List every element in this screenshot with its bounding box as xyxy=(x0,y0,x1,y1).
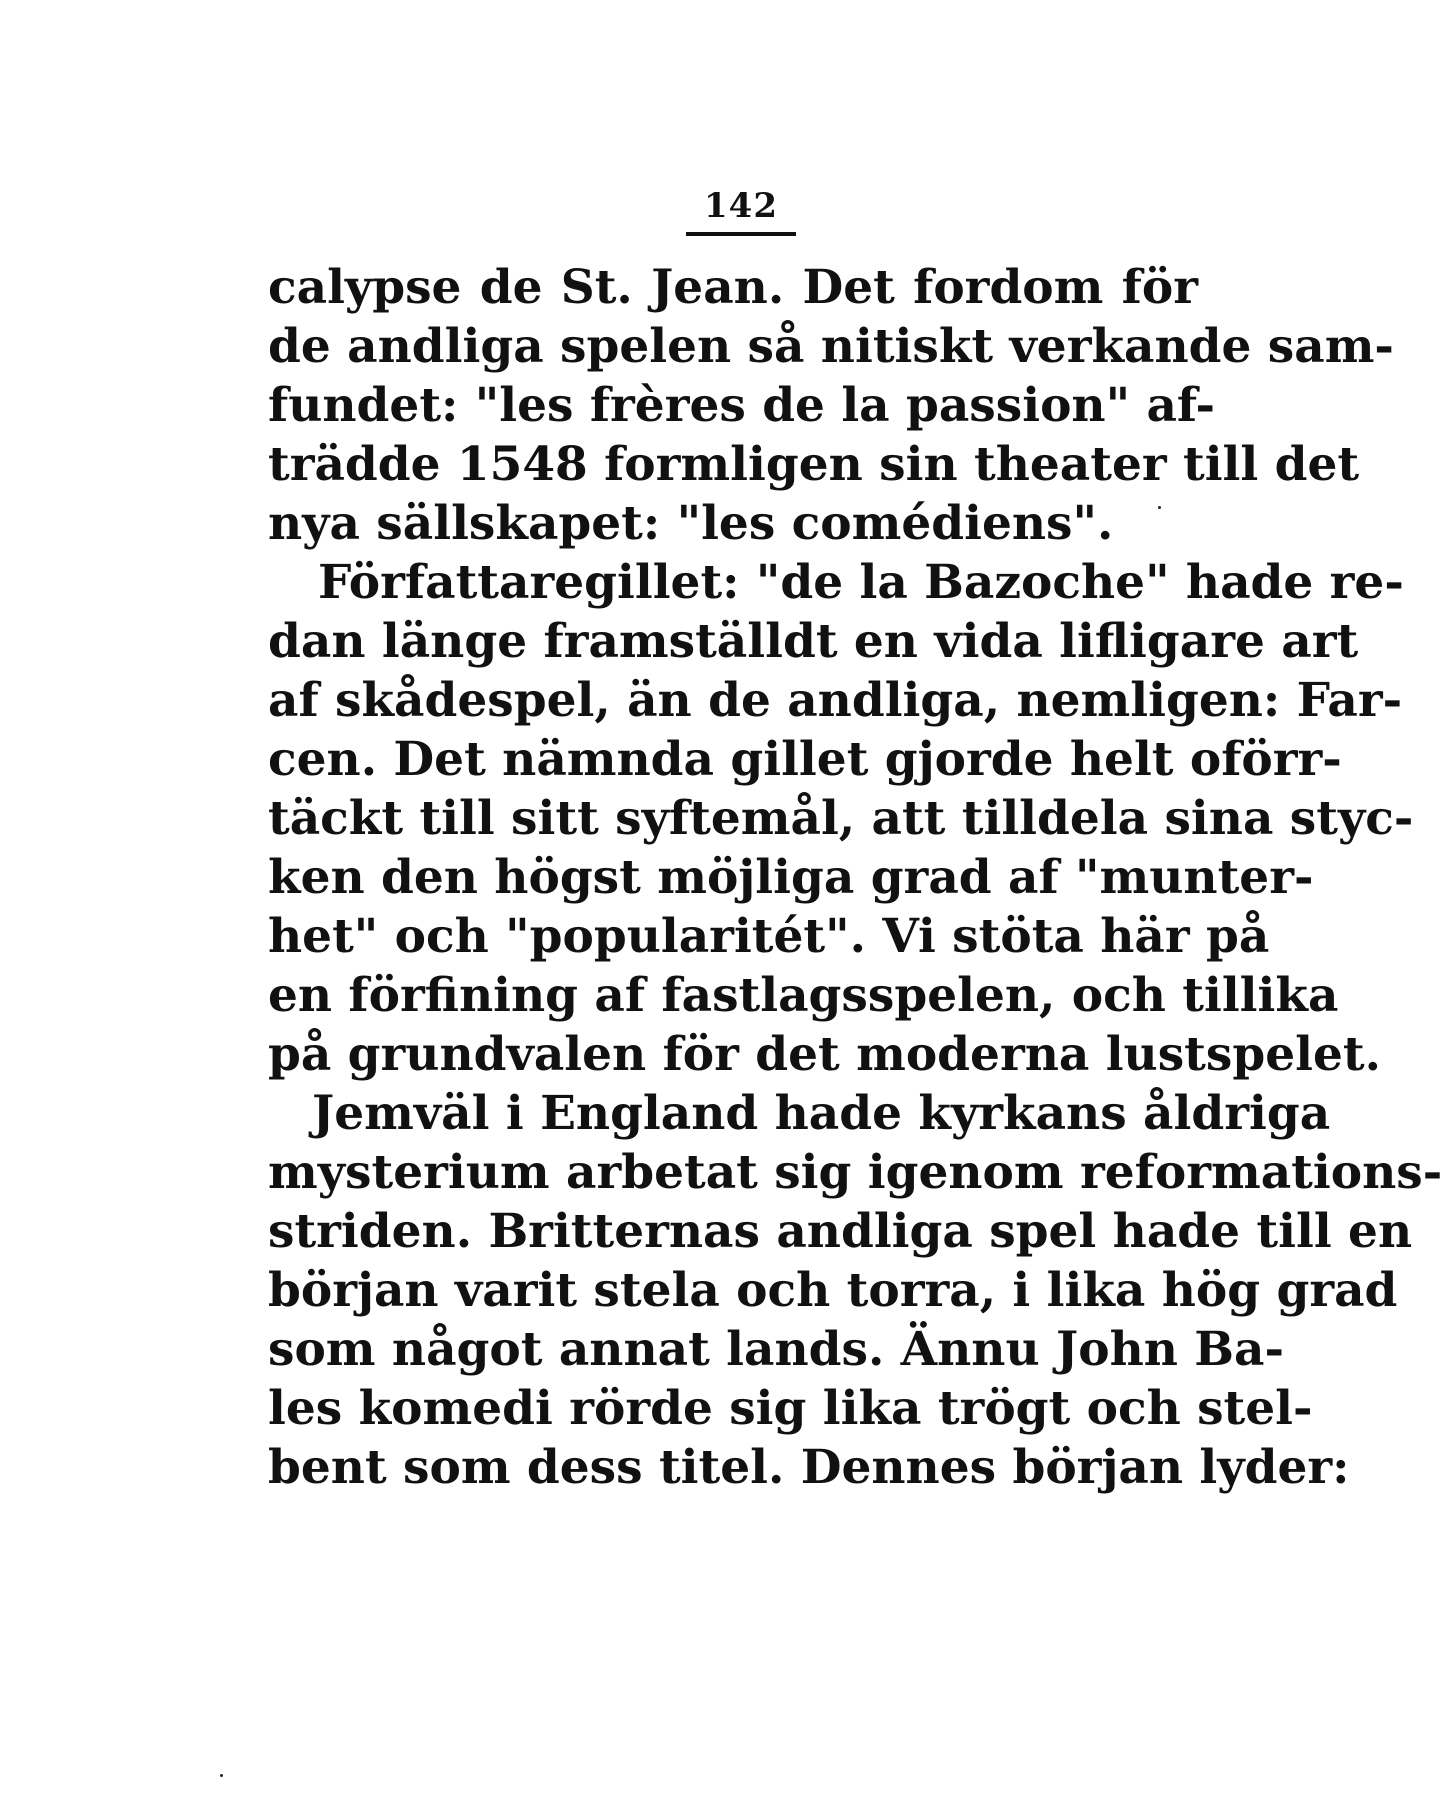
text-line: striden. Britternas andliga spel hade till en xyxy=(268,1204,1413,1259)
text-line: på grundvalen för det moderna lustspelet. xyxy=(268,1027,1381,1082)
text-line: dan länge framställdt en vida lifligare art xyxy=(268,614,1359,669)
text-line: calypse de St. Jean. Det fordom för xyxy=(268,260,1198,315)
text-line: mysterium arbetat sig igenom reformations- xyxy=(268,1145,1442,1200)
text-line: het" och "popularitét". Vi stöta här på xyxy=(268,909,1270,964)
text-line: nya sällskapet: "les comédiens". xyxy=(268,496,1114,551)
scan-speck xyxy=(220,1774,223,1777)
text-line: en förfining af fastlagsspelen, och tillika xyxy=(268,968,1339,1023)
page-number: 142 xyxy=(704,186,778,226)
text-line: trädde 1548 formligen sin theater till det xyxy=(268,437,1360,492)
text-line: som något annat lands. Ännu John Ba- xyxy=(268,1322,1284,1377)
text-line: ken den högst möjliga grad af "munter- xyxy=(268,850,1314,905)
page-number-rule xyxy=(686,232,796,236)
paragraph-first-line: Jemväl i England hade kyrkans åldriga xyxy=(312,1086,1331,1141)
text-line: bent som dess titel. Dennes början lyder: xyxy=(268,1440,1350,1495)
text-line: cen. Det nämnda gillet gjorde helt oförr- xyxy=(268,732,1342,787)
text-line: de andliga spelen så nitiskt verkande sam- xyxy=(268,319,1394,374)
text-line: början varit stela och torra, i lika hög grad xyxy=(268,1263,1398,1318)
body-text xyxy=(268,258,1442,1497)
scan-speck xyxy=(1158,506,1161,509)
text-line: fundet: "les frères de la passion" af- xyxy=(268,378,1215,433)
text-line: af skådespel, än de andliga, nemligen: Far- xyxy=(268,673,1403,728)
paragraph-first-line: Författaregillet: "de la Bazoche" hade re- xyxy=(318,555,1404,610)
text-line: les komedi rörde sig lika trögt och stel- xyxy=(268,1381,1313,1436)
text-line: täckt till sitt syftemål, att tilldela sina styc- xyxy=(268,791,1414,846)
